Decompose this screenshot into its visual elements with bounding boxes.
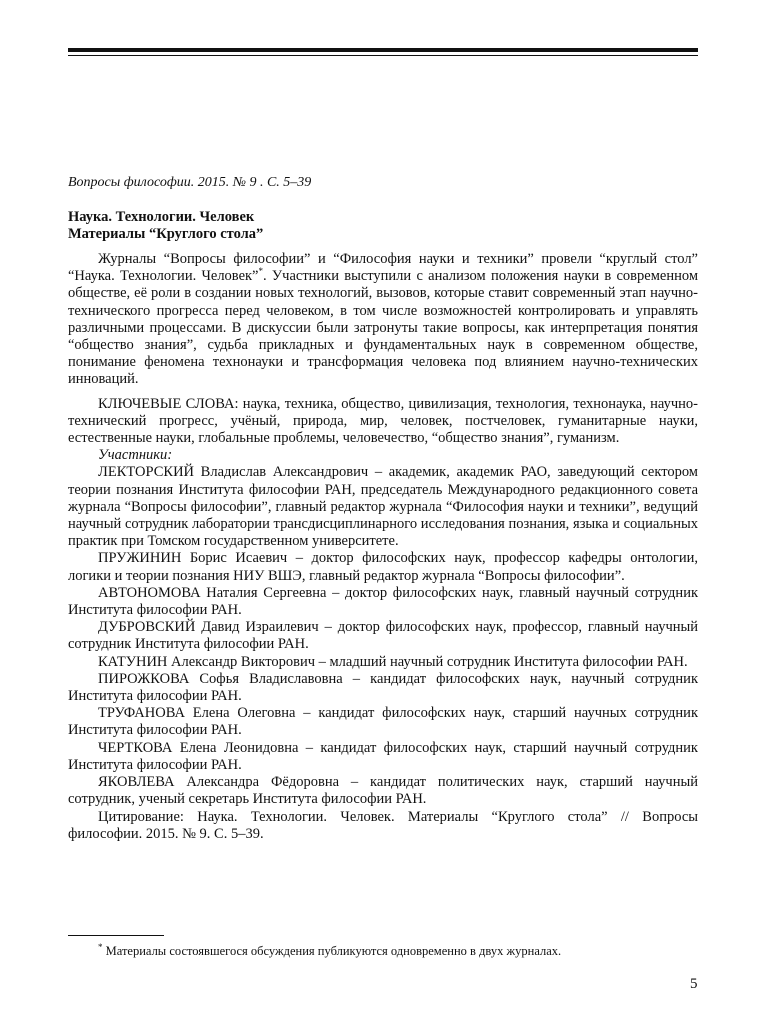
abstract-text: Журналы “Вопросы философии” и “Философия науки и техники” провели “круглый стол” “Наука. Технологии. Человек” [68, 251, 698, 285]
participant-entry [68, 740, 698, 774]
participant-entry [68, 654, 698, 671]
participant-desc: – кандидат философских наук, старший научный сотрудник Института философии РАН. [68, 739, 698, 773]
participant-desc: – доктор философских наук, профессор кафедры онтологии, логики и теории познания НИУ ВШЭ, главный редактор журнала “Вопросы философии”. [68, 550, 698, 584]
participant-desc: – кандидат философских наук, старший научных сотрудник Института философии РАН. [68, 705, 698, 739]
participant-entry [68, 464, 698, 550]
article-title [68, 209, 263, 243]
footnote-rule [68, 935, 164, 936]
participant-desc: – доктор философских наук, главный научный сотрудник Института философии РАН. [68, 584, 698, 619]
participants-label: Участники: [98, 447, 173, 464]
footnote-text: Материалы состоявшегося обсуждения публикуются одновременно в двух журналах. [102, 944, 562, 958]
participant-entry [68, 619, 698, 653]
participant-name: КАТУНИН Александр Викторович [98, 653, 315, 670]
page-number: 5 [690, 976, 698, 992]
participants-label-text: Участники [98, 447, 168, 464]
participant-entry [68, 671, 698, 705]
participant-name: ЧЕРТКОВА Елена Леонидовна [98, 739, 299, 756]
article-body [68, 251, 698, 843]
participant-desc: – академик, академик РАО, заведующий сектором теории познания Института философии РАН, председатель Международного редакционного совета журнала “Вопросы философии”, главный редактор журнала “Философия науки и техники”, ведущий научный сотрудник лаборатории трансдисциплинарного исследования познания, языка и социальных практик при Томском государственном университете. [68, 464, 698, 550]
participant-name: ДУБРОВСКИЙ Давид Израилевич [98, 619, 319, 636]
title-line-2: Материалы “Круглого стола” [68, 226, 264, 242]
participant-entry [68, 705, 698, 739]
participant-desc: – кандидат философских наук, научный сотрудник Института философии РАН. [68, 670, 698, 705]
header-rule-thin [68, 55, 698, 56]
title-line-1: Наука. Технологии. Человек [68, 209, 255, 225]
abstract [68, 251, 698, 389]
participant-entry [68, 550, 698, 584]
participant-name: ТРУФАНОВА Елена Олеговна [98, 705, 296, 722]
participant-desc: – младший научный сотрудник Института философии РАН. [315, 653, 688, 670]
abstract-footnote-mark: * [258, 266, 263, 277]
footnote-mark: * [98, 941, 103, 952]
footnote [98, 941, 562, 959]
keywords: КЛЮЧЕВЫЕ СЛОВА: наука, техника, общество, цивилизация, технология, технонаука, научно-технический прогресс, учёный, природа, мир, человек, постчеловек, гуманитарные науки, естественные науки, глобальные проблемы, человечество, “общество знания”, гуманизм. [68, 395, 698, 447]
header-rule-thick [68, 48, 698, 52]
participant-name: ЛЕКТОРСКИЙ Владислав Александрович [98, 464, 369, 481]
participant-name: ПРУЖИНИН Борис Исаевич [98, 550, 288, 567]
participant-name: ЯКОВЛЕВА Александра Фёдоровна [98, 774, 340, 791]
participant-name: АВТОНОМОВА Наталия Сергеевна [98, 584, 327, 601]
participant-desc: – доктор философских наук, профессор, главный научный сотрудник Института философии РАН. [68, 619, 699, 653]
participant-desc: – кандидат политических наук, старший научный сотрудник, ученый секретарь Института философии РАН. [68, 774, 698, 808]
participant-entry [68, 585, 698, 619]
abstract-text-cont: . Участники выступили с анализом положения науки в современном обществе, её роли в создании новых технологий, вызовов, которые ставит современный этап научно-технического прогресса перед человеком, в том числе возможностей контролировать и управлять различными процессами. В дискуссии были затронуты такие вопросы, как интерпретация понятия “общество знания”, судьба прикладных и фундаментальных наук в современном обществе, понимание феномена технонауки и трансформация человека под влиянием научно-технических инноваций. [68, 268, 699, 388]
citation: Цитирование: Наука. Технологии. Человек. Материалы “Круглого стола” // Вопросы философии. 2015. № 9. С. 5–39. [68, 808, 698, 842]
journal-reference: Вопросы философии. 2015. № 9 . С. 5–39 [68, 175, 312, 190]
participant-entry [68, 774, 698, 808]
participant-name: ПИРОЖКОВА Софья Владиславовна [98, 670, 343, 687]
